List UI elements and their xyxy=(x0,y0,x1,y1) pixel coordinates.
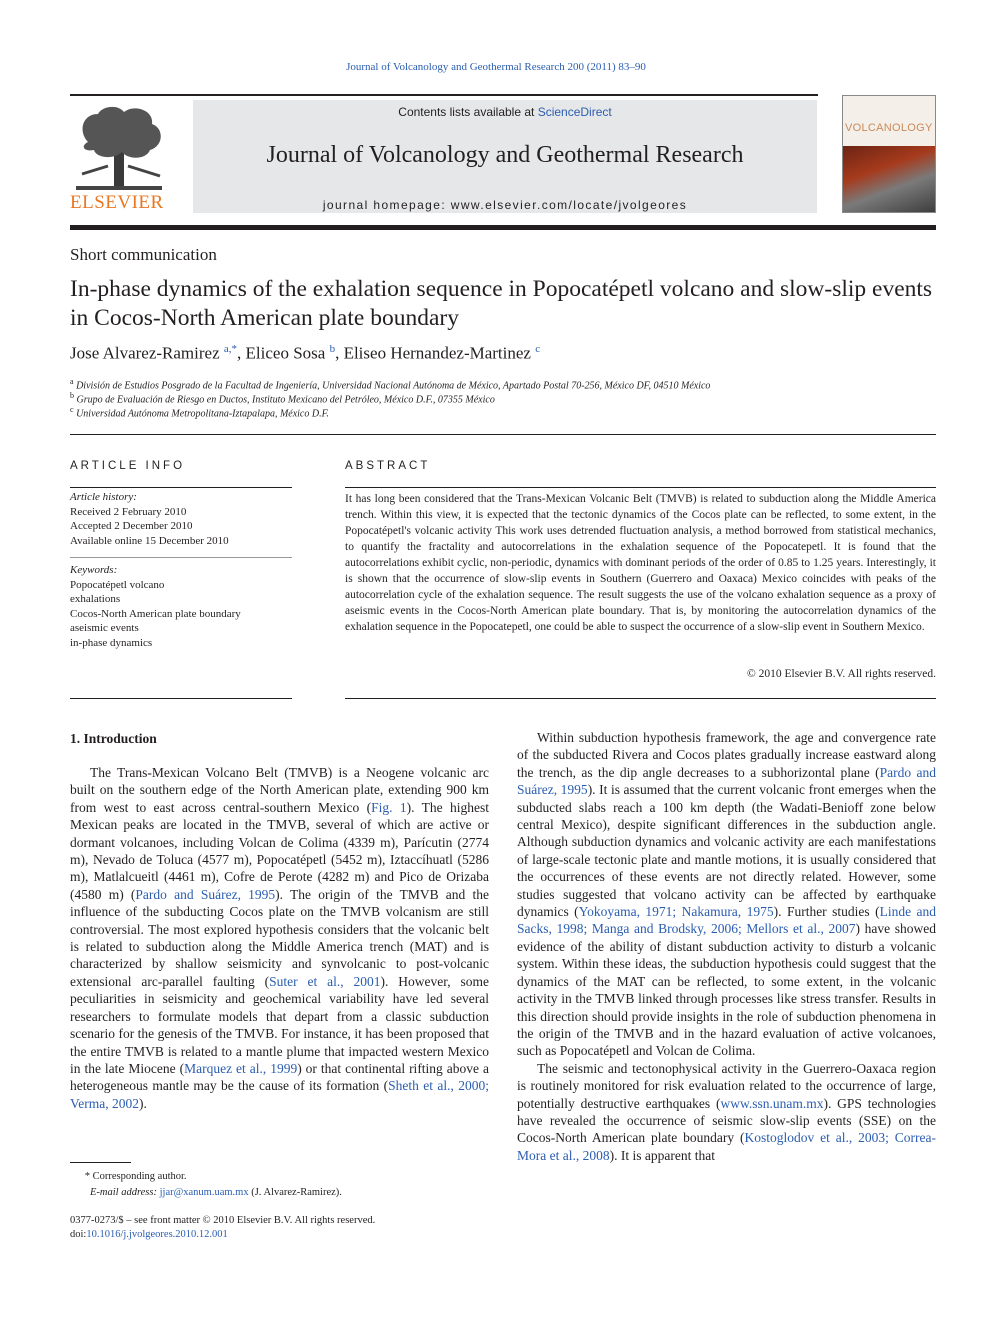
paragraph-text: The Trans-Mexican Volcano Belt (TMVB) is a Neogene volcanic arc built on the southern edge of the North American plate, extending 900 km from west to east across central-southern Mexico ( xyxy=(70,765,489,815)
author-name[interactable]: Eliseo Hernandez-Martinez xyxy=(343,343,536,363)
author-affiliation-mark[interactable]: c xyxy=(535,343,541,355)
paragraph-text: ) or that continental rifting above a heterogeneous mantle may be the cause of its formation ( xyxy=(70,1060,489,1094)
author-name[interactable]: Eliceo Sosa xyxy=(245,343,330,363)
contents-line xyxy=(193,105,817,119)
keyword: exhalations xyxy=(70,593,121,605)
article-info-heading: ARTICLE INFO xyxy=(70,460,186,472)
homepage-prefix: journal homepage: xyxy=(322,198,451,212)
keywords xyxy=(70,563,292,650)
email-suffix: (J. Alvarez-Ramirez). xyxy=(248,1187,342,1198)
sciencedirect-link[interactable]: ScienceDirect xyxy=(537,105,612,119)
doi-label: doi: xyxy=(70,1229,87,1240)
cover-title: VOLCANOLOGY xyxy=(845,122,933,134)
citation-link[interactable]: Suter et al., 2001 xyxy=(269,973,381,989)
email-link[interactable]: jjar@xanum.uam.mx xyxy=(159,1187,249,1198)
doi-line xyxy=(70,1227,228,1242)
section-heading-introduction: 1. Introduction xyxy=(70,731,157,746)
paragraph-text: ). GPS technologies have revealed the occurrence of seismic slow-slip events (SSE) on the Cocos-North American plate boundary ( xyxy=(517,1095,936,1146)
doi-link[interactable]: 10.1016/j.jvolgeores.2010.12.001 xyxy=(86,1229,228,1240)
citation-link[interactable]: www.ssn.unam.mx xyxy=(720,1095,824,1111)
author-name[interactable]: Jose Alvarez-Ramirez xyxy=(70,343,224,363)
paragraph-text: Within subduction hypothesis framework, the age and convergence rate of the subducted Rivera and Cocos plates gradually increase eastward along the trench, as the dip angle decreases to a subhorizontal plane ( xyxy=(517,730,936,780)
author-list xyxy=(70,343,540,364)
author-separator: , xyxy=(335,343,344,363)
header-top-rule xyxy=(70,94,818,96)
abstract-rule xyxy=(345,487,936,488)
citation-link[interactable]: Fig. 1 xyxy=(371,799,407,815)
paragraph-text: ). However, some peculiarities in seismicity and geochemical variability have led several researchers to formulate models that depart from a classic subduction scenario for the genesis of the TMVB. For instance, it has been proposed that the entire TMVB is related to a mantle plume that impacted western Mexico in the late Miocene ( xyxy=(70,973,489,1076)
footnote-corresponding xyxy=(70,1169,187,1184)
header-divider xyxy=(70,434,936,435)
article-info-rule xyxy=(70,487,292,488)
paragraph-text: ). Further studies ( xyxy=(773,904,880,920)
footnote-email xyxy=(90,1185,342,1200)
intro-paragraph-2 xyxy=(517,729,936,1060)
contents-prefix: Contents lists available at xyxy=(398,105,538,119)
keyword: in-phase dynamics xyxy=(70,636,153,649)
journal-cover-image[interactable] xyxy=(842,95,936,213)
citation-link[interactable]: Linde and Sacks, 1998; Manga and Brodsky, 2006; Mellors et al., 2007 xyxy=(517,904,937,937)
citation-link[interactable]: Marquez et al., 1999 xyxy=(184,1060,298,1076)
paragraph-text: ). xyxy=(138,1095,147,1111)
cover-picture xyxy=(843,146,936,213)
issn-line: 0377-0273/$ – see front matter © 2010 Elsevier B.V. All rights reserved. xyxy=(70,1215,376,1226)
author-affiliation-mark[interactable]: a,* xyxy=(223,343,238,355)
abstract-heading: ABSTRACT xyxy=(345,460,431,472)
history-received: Received 2 February 2010 xyxy=(70,505,187,518)
paragraph-text: ) have showed evidence of the ability of distant subduction activity to disturb a volcanic system. Within these ideas, the subduction hypothesis could suggest that the dynamics of the MAT can be reflected, to some extent, in the volcanic activity in the TMVB linked through processes like stress transfer. Results in this direction should provide insights in the role of subduction phenomena in the origin of the TMVB and in the hazard evaluation of active volcanoes, such as Popocatépetl and Volcan de Colima. xyxy=(517,921,936,1059)
elsevier-logo[interactable] xyxy=(68,104,172,214)
journal-name: Journal of Volcanology and Geothermal Research xyxy=(266,142,744,168)
journal-citation[interactable]: Journal of Volcanology and Geothermal Research 200 (2011) 83–90 xyxy=(346,61,646,73)
citation-link[interactable]: Pardo and Suárez, 1995 xyxy=(517,764,936,798)
intro-column-left xyxy=(70,764,489,1112)
cover-top xyxy=(843,96,936,146)
paragraph-text: ). It is assumed that the current volcanic front emerges when the subducted slabs reach a 100 km depth (the Wadati-Benioff zone below central Mexico), despite significant differences in the subduction angle. Although subduction dynamics and volcanic activity are each manifestations of large-scale tectonic plate and mantle motions, it is usually considered that the occurrences of these events are not directly related. However, some studies suggested that volcano activity can be affected by earthquake dynamics ( xyxy=(517,782,936,920)
intro-paragraph-1 xyxy=(70,764,489,1112)
intro-paragraph-3 xyxy=(517,1060,936,1164)
author-separator: , xyxy=(237,343,246,363)
affiliation-b: $^b$ Grupo de Evaluación de Riesgo en Ductos, Instituto Mexicano del Petróleo, México D.F., 07355 México xyxy=(70,391,495,406)
copyright: © 2010 Elsevier B.V. All rights reserved. xyxy=(747,668,936,680)
keywords-rule xyxy=(70,557,292,558)
homepage-url[interactable]: www.elsevier.com/locate/jvolgeores xyxy=(450,198,688,212)
keyword: aseismic events xyxy=(70,622,139,634)
paragraph-text: ). The highest Mexican peaks are located in the TMVB, several of which are active or dormant volcanoes, including Volcan de Colima (4339 m), Parícutin (2774 m), Nevado de Toluca (4577 m), Popocatépetl (5452 m), Iztaccíhuatl (5286 m), Matlalcueitl (4461 m), Cofre de Perote (4282 m) and Pico de Orizaba (4580 m) ( xyxy=(70,799,489,902)
paragraph-text: The seismic and tectonophysical activity in the Guerrero-Oaxaca region is routinely monitored for risk evaluation related to the occurrence of large, potentially destructive earthquakes ( xyxy=(517,1060,936,1111)
affiliation-c: $^c$ Universidad Autónoma Metropolitana-Iztapalapa, México D.F. xyxy=(70,405,329,420)
affiliation-a: $^a$ División de Estudios Posgrado de la Facultad de Ingeniería, Universidad Nacional Autónoma de México, Apartado Postal 70-256, México DF, 04510 México xyxy=(70,377,711,392)
history-accepted: Accepted 2 December 2010 xyxy=(70,520,193,532)
author-affiliation-mark[interactable]: b xyxy=(329,343,336,355)
paragraph-text: ). The origin of the TMVB and the influence of the subducting Cocos plate on the TMVB volcanism are still controversial. The most explored hypothesis considers that the volcanic belt is related to subduction along the Middle America trench (MAT) and is characterized by shallow seismicity and synvolcanic to post-volcanic extensional arc-parallel faulting ( xyxy=(70,886,489,989)
elsevier-wordmark: ELSEVIER xyxy=(70,192,164,213)
footnote-rule xyxy=(70,1162,131,1163)
keyword: Popocatépetl volcano xyxy=(70,578,165,591)
history-label: Article history: xyxy=(70,491,137,503)
abstract-bottom-rule xyxy=(345,698,936,699)
footnote-star: * xyxy=(84,1171,90,1182)
citation-link[interactable]: Pardo and Suárez, 1995 xyxy=(135,886,276,902)
email-label: E-mail address: xyxy=(90,1187,157,1198)
journal-homepage xyxy=(193,198,817,212)
article-history xyxy=(70,490,292,548)
keywords-label: Keywords: xyxy=(70,564,118,576)
header-bottom-rule xyxy=(70,225,936,230)
keyword: Cocos-North American plate boundary xyxy=(70,607,241,620)
citation-link[interactable]: Kostoglodov et al., 2003; Correa-Mora et al., 2008 xyxy=(517,1130,936,1163)
abstract-text: It has long been considered that the Trans-Mexican Volcanic Belt (TMVB) is related to subduction along the Middle America trench. Within this view, it is expected that the tectonic dynamics of the Cocos plate can be reflected, to some extent, in the Popocatépetl's volcanic activity This work uses detrended fluctuation analysis, a method borrowed from statistical mechanics, to quantify the fractality and autocorrelations in the exhalation sequence of the Popocatepetl. It is found that the autocorrelations exhibit cyclic, non-periodic, dynamics with dominant periods of the order of 0.85 to 1.25 years. Interestingly, it is shown that the occurrence of slow-slip events in Southern (Guerrero and Oaxaca) Mexico coincides with peaks of the autocorrelation cycle of the exhalation sequence. The result suggests the use of the volcano exhalation sequence as a proxy of aseismic events in the Cocos-North American plate boundary. That is, by monitoring the autocorrelation dynamics of the exhalation sequence in the Popocatepetl, one could be able to suspect the occurrence of a slow-slip event in Southern Mexico. xyxy=(345,493,936,633)
citation-link[interactable]: Sheth et al., 2000; Verma, 2002 xyxy=(70,1078,489,1111)
article-type: Short communication xyxy=(70,245,217,264)
article-title: In-phase dynamics of the exhalation sequence in Popocatépetl volcano and slow-slip events in Cocos-North American plate boundary xyxy=(70,276,933,331)
paragraph-text: ). It is apparent that xyxy=(609,1147,715,1163)
intro-column-right xyxy=(517,729,936,1164)
citation-link[interactable]: Yokoyama, 1971; Nakamura, 1975 xyxy=(578,904,774,920)
history-online: Available online 15 December 2010 xyxy=(70,534,229,547)
corresponding-author: Corresponding author. xyxy=(92,1171,187,1182)
article-info-bottom-rule xyxy=(70,698,292,699)
